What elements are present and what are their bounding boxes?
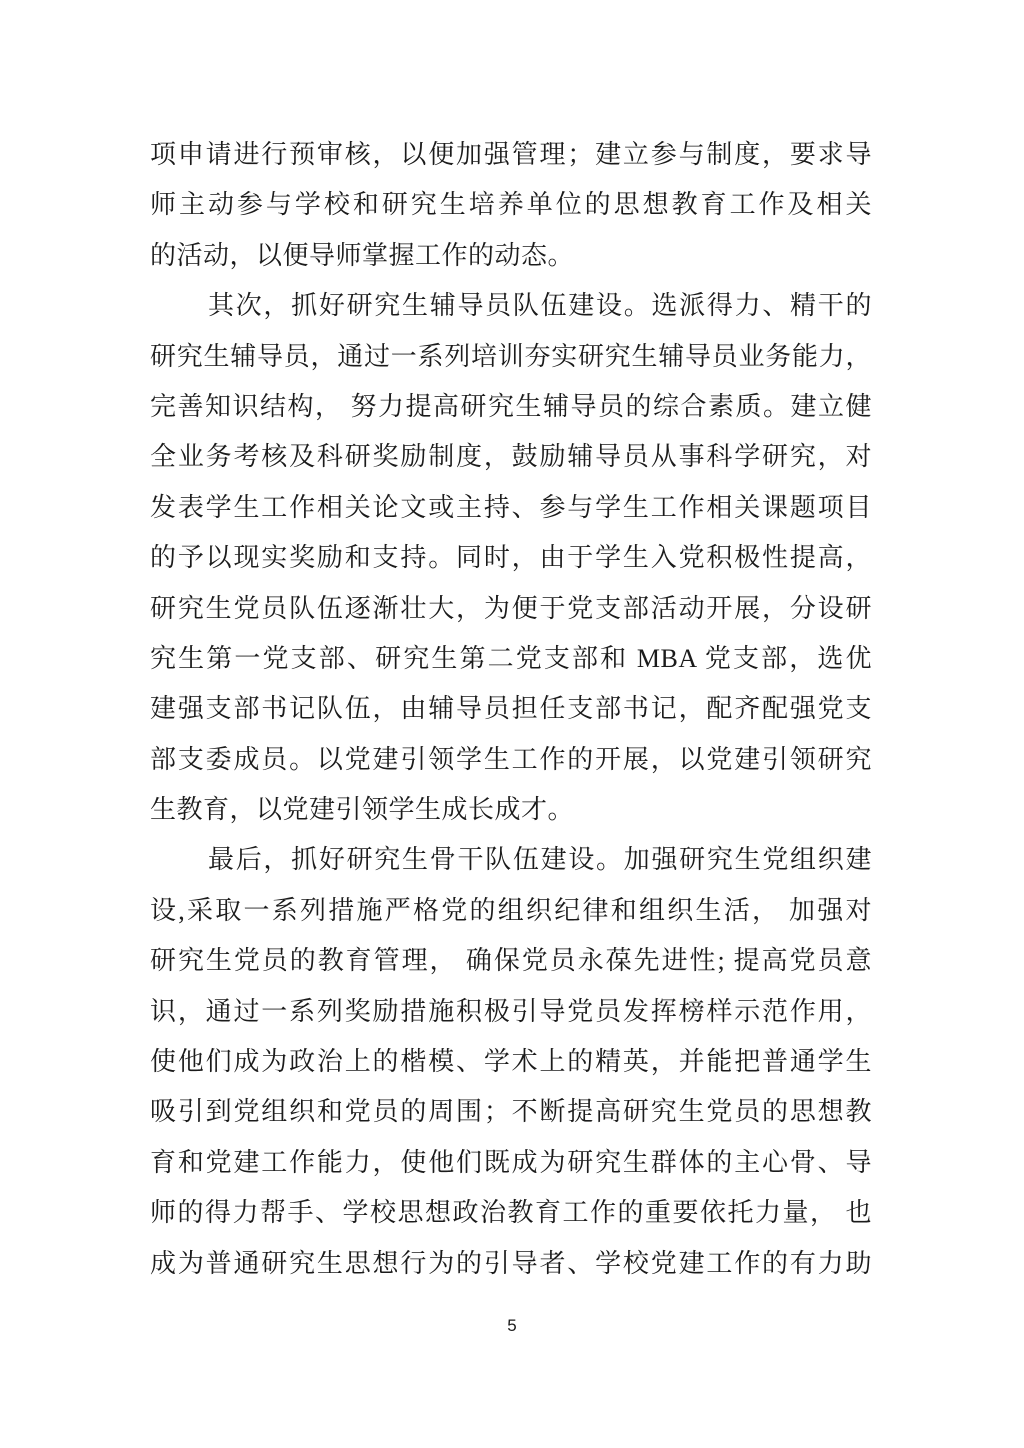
text-line: 研究生党员队伍逐渐壮大，为便于党支部活动开展，分设研	[150, 593, 872, 623]
text-line: 的活动，以便导师掌握工作的动态。	[150, 240, 575, 270]
text-line: 部支委成员。以党建引领学生工作的开展，以党建引领研究	[150, 744, 872, 774]
text-line: 建强支部书记队伍，由辅导员担任支部书记，配齐配强党支	[150, 694, 872, 724]
page-body-text	[150, 130, 872, 1289]
text-line: 成为普通研究生思想行为的引导者、学校党建工作的有力助	[150, 1248, 872, 1278]
page-number: 5	[507, 1316, 517, 1335]
text-line: 识，通过一系列奖励措施积极引导党员发挥榜样示范作用，	[150, 996, 872, 1026]
text-line: 研究生党员的教育管理， 确保党员永葆先进性; 提高党员意	[150, 946, 872, 976]
text-line: 吸引到党组织和党员的周围；不断提高研究生党员的思想教	[150, 1097, 872, 1127]
text-line: 生教育，以党建引领学生成长成才。	[150, 795, 575, 825]
text-line: 的予以现实奖励和支持。同时，由于学生入党积极性提高，	[150, 543, 872, 573]
text-line: 其次，抓好研究生辅导员队伍建设。选派得力、精干的	[208, 291, 872, 321]
text-line: 师的得力帮手、学校思想政治教育工作的重要依托力量， 也	[150, 1198, 872, 1228]
text-line: 最后，抓好研究生骨干队伍建设。加强研究生党组织建	[208, 845, 872, 875]
text-line: 项申请进行预审核，以便加强管理；建立参与制度，要求导	[150, 140, 872, 169]
text-line: 育和党建工作能力，使他们既成为研究生群体的主心骨、导	[150, 1147, 872, 1177]
text-line: 设,采取一系列措施严格党的组织纪律和组织生活， 加强对	[150, 895, 872, 925]
text-line: 发表学生工作相关论文或主持、参与学生工作相关课题项目	[150, 492, 872, 522]
text-line: 完善知识结构， 努力提高研究生辅导员的综合素质。建立健	[150, 391, 872, 421]
text-line: 师主动参与学校和研究生培养单位的思想教育工作及相关	[150, 190, 872, 220]
text-line: 研究生辅导员，通过一系列培训夯实研究生辅导员业务能力，	[150, 341, 872, 371]
text-line: 究生第一党支部、研究生第二党支部和 MBA 党支部，选优	[150, 643, 872, 673]
text-line: 使他们成为政治上的楷模、学术上的精英，并能把普通学生	[150, 1047, 872, 1077]
text-line: 全业务考核及科研奖励制度，鼓励辅导员从事科学研究，对	[150, 442, 872, 472]
